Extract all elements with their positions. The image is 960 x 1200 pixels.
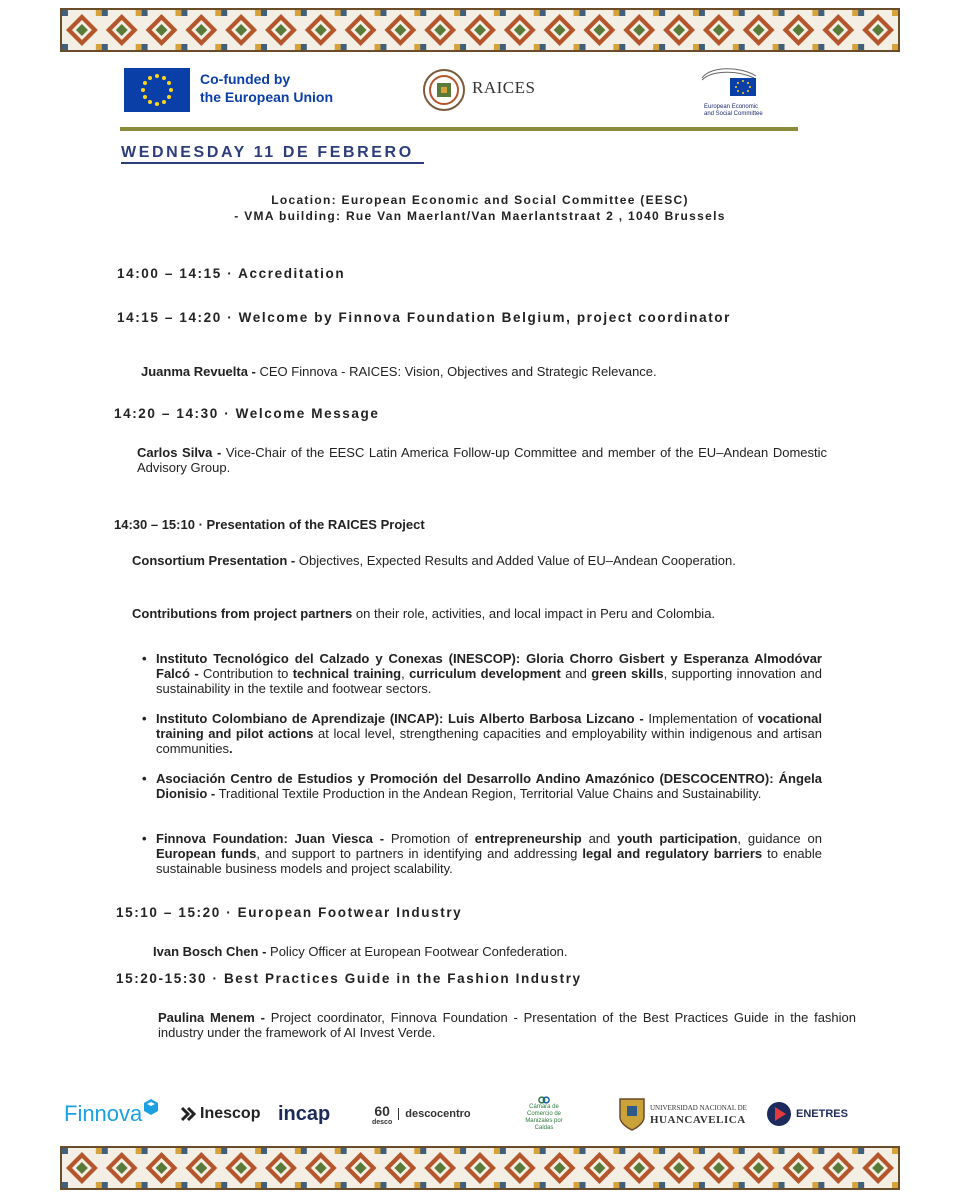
emphasis: . xyxy=(228,741,233,756)
slot-welcome-finnova-speaker xyxy=(141,364,841,379)
partner-desc: , guidance on xyxy=(737,831,822,846)
day-title: WEDNESDAY 11 DE FEBRERO xyxy=(121,144,424,164)
huancavelica-logo xyxy=(618,1096,747,1132)
partner-desc: Contribution to xyxy=(198,666,293,681)
university-label-line1: UNIVERSIDAD NACIONAL DE xyxy=(650,1104,747,1112)
partner-desc: to enable sustainable business models and project scalability. xyxy=(156,846,822,876)
emphasis: youth participation xyxy=(617,831,738,846)
partner-desc: and xyxy=(581,831,618,846)
list-item-finnova xyxy=(142,831,822,876)
eesc-label xyxy=(704,104,763,118)
slot-best-practices: 15:20-15:30 · Best Practices Guide in the Fashion Industry xyxy=(116,971,582,986)
desco-small-text: desco xyxy=(372,1118,393,1126)
finnova-logo-text: Finnova xyxy=(64,1101,143,1126)
partner-desc: Traditional Textile Production in the Andean Region, Territorial Value Chains and Sustainability. xyxy=(215,786,762,801)
list-item-inescop xyxy=(142,651,822,696)
university-crest-icon xyxy=(618,1097,646,1131)
emphasis: technical training xyxy=(292,666,402,681)
partner-name: Instituto Tecnológico del Calzado y Conexas (INESCOP): Gloria Chorro Gisbert y Esperanza Almodóvar Falcó - xyxy=(156,651,822,681)
speaker-desc: Project coordinator, Finnova Foundation - Presentation of the Best Practices Guide in the fashion industry under the framework of AI Invest Verde. xyxy=(158,1010,857,1040)
bullet-dot: • xyxy=(142,831,147,846)
enetres-logo xyxy=(766,1096,848,1132)
speaker-name: Paulina Menem - xyxy=(158,1010,265,1025)
consortium-presentation xyxy=(132,553,822,568)
university-label-line2: HUANCAVELICA xyxy=(650,1114,746,1126)
bullet-dot: • xyxy=(142,711,147,726)
partner-desc: Promotion of xyxy=(384,831,475,846)
partner-desc: , xyxy=(401,666,410,681)
speaker-name: Carlos Silva - xyxy=(137,445,222,460)
speaker-desc: Policy Officer at European Footwear Confederation. xyxy=(266,944,568,959)
eu-cofunded-label xyxy=(200,70,333,106)
enetres-logo-text: ENETRES xyxy=(796,1108,848,1120)
partner-desc: , and support to partners in identifying and addressing xyxy=(256,846,583,861)
speaker-desc: CEO Finnova - RAICES: Vision, Objectives and Strategic Relevance. xyxy=(255,364,657,379)
partner-contributions xyxy=(132,606,822,621)
speaker-name: Juanma Revuelta - xyxy=(141,364,256,379)
partner-desc: , supporting innovation and sustainability in the textile and footwear sectors. xyxy=(156,666,822,696)
partner-name: Asociación Centro de Estudios y Promoción del Desarrollo Andino Amazónico (DESCOCENTRO): Ángela Dionisio - xyxy=(156,771,822,801)
header-logos xyxy=(120,64,810,130)
slot-european-footwear: 15:10 – 15:20 · European Footwear Industry xyxy=(116,905,463,920)
raices-emblem-icon xyxy=(422,68,466,112)
slot-welcome-message-speaker xyxy=(137,445,827,475)
bullet-dot: • xyxy=(142,651,147,666)
contributions-desc: on their role, activities, and local impact in Peru and Colombia. xyxy=(352,606,716,621)
raices-logo-text: RAICES xyxy=(472,78,536,97)
finnova-cube-icon xyxy=(144,1099,158,1115)
slot-raices-presentation: 14:30 – 15:10 · Presentation of the RAICES Project xyxy=(114,517,425,532)
partner-name: Instituto Colombiano de Aprendizaje (INCAP): Luis Alberto Barbosa Lizcano - xyxy=(156,711,644,726)
slot-european-footwear-speaker xyxy=(153,944,833,959)
inescop-logo xyxy=(178,1096,260,1132)
camara-comercio-logo xyxy=(518,1096,570,1132)
partner-desc: at local level, strengthening capacities and employability within indigenous and artisan communities xyxy=(156,726,822,756)
slot-welcome-finnova: 14:15 – 14:20 · Welcome by Finnova Foundation Belgium, project coordinator xyxy=(117,310,731,325)
incap-logo xyxy=(278,1096,330,1132)
finnova-logo xyxy=(64,1096,158,1132)
emphasis: curriculum development xyxy=(409,666,561,681)
decorative-band-top xyxy=(60,8,900,52)
slot-welcome-message: 14:20 – 14:30 · Welcome Message xyxy=(114,406,380,421)
list-item-descocentro xyxy=(142,771,822,801)
list-item-incap xyxy=(142,711,823,756)
camara-rings-icon xyxy=(524,1096,564,1104)
location-line2: - VMA building: Rue Van Maerlant/Van Maerlantstraat 2 , 1040 Brussels xyxy=(234,209,726,223)
location-line1: Location: European Economic and Social Committee (EESC) xyxy=(271,193,689,207)
emphasis: entrepreneurship xyxy=(474,831,582,846)
emphasis: green skills xyxy=(591,666,664,681)
descocentro-logo xyxy=(372,1096,471,1132)
decorative-band-bottom xyxy=(60,1146,900,1190)
emphasis: European funds xyxy=(156,846,257,861)
eesc-label-line2: and Social Committee xyxy=(704,111,763,117)
bullet-dot: • xyxy=(142,771,147,786)
consortium-label: Consortium Presentation - xyxy=(132,553,296,568)
partner-desc: and xyxy=(560,666,592,681)
descocentro-logo-text: descocentro xyxy=(398,1108,470,1120)
location-block xyxy=(170,192,790,224)
header-divider xyxy=(120,127,798,131)
consortium-desc: Objectives, Expected Results and Added Value of EU–Andean Cooperation. xyxy=(295,553,736,568)
desco-60-mark: 60 desco xyxy=(372,1102,393,1126)
eu-flag-icon xyxy=(124,68,190,112)
eu-label-line2: the European Union xyxy=(200,89,333,105)
eu-label-line1: Co-funded by xyxy=(200,71,291,87)
inescop-logo-text: Inescop xyxy=(200,1105,261,1122)
speaker-desc: Vice-Chair of the EESC Latin America Follow-up Committee and member of the EU–Andean Domestic Advisory Group. xyxy=(137,445,827,475)
emphasis: legal and regulatory barriers xyxy=(582,846,763,861)
camara-logo-text: Cámara de Comercio de Manizales por Caldas xyxy=(525,1104,563,1131)
inescop-mark-icon xyxy=(178,1104,198,1124)
partner-desc: Implementation of xyxy=(643,711,758,726)
eesc-label-line1: European Economic xyxy=(704,104,759,110)
partner-name: Finnova Foundation: Juan Viesca - xyxy=(156,831,385,846)
contributions-label: Contributions from project partners xyxy=(132,606,353,621)
emphasis: vocational training and pilot actions xyxy=(156,711,823,741)
incap-logo-text: incap xyxy=(278,1102,331,1125)
slot-best-practices-speaker xyxy=(158,1010,856,1040)
enetres-play-icon xyxy=(766,1101,792,1127)
slot-accreditation: 14:00 – 14:15 · Accreditation xyxy=(117,266,346,281)
speaker-name: Ivan Bosch Chen - xyxy=(153,944,267,959)
